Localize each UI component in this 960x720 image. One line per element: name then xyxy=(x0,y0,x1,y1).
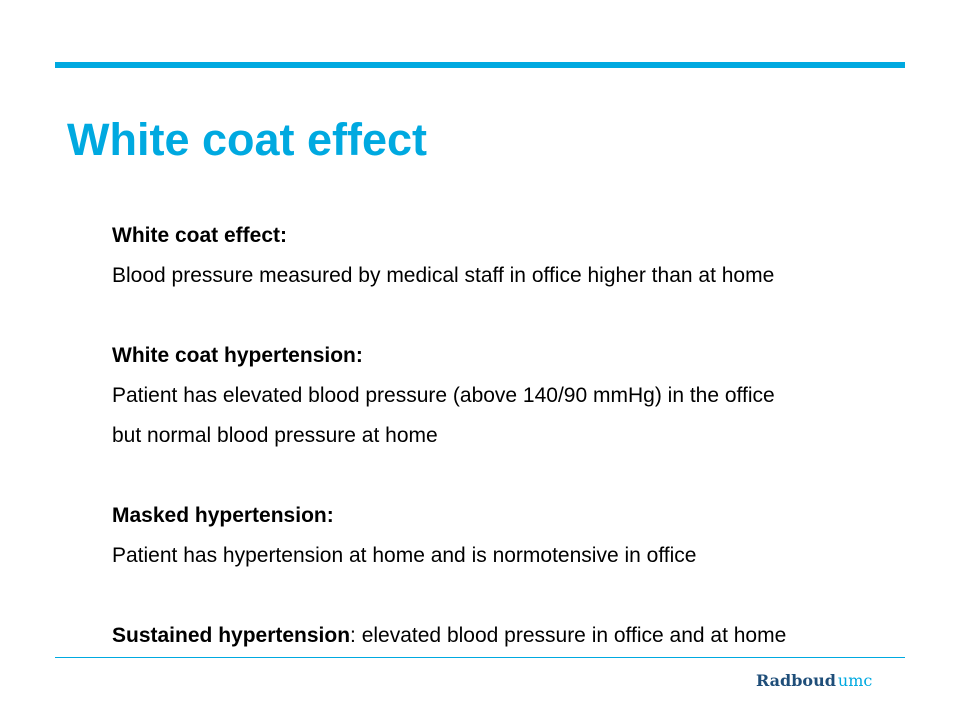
logo-text-umc: umc xyxy=(837,671,873,690)
spacer xyxy=(112,576,912,616)
section-text-sustained-hypertension: : elevated blood pressure in office and at home xyxy=(350,624,787,647)
slide-title: White coat effect xyxy=(67,114,428,165)
spacer xyxy=(112,296,912,336)
section-text-white-coat-effect: Blood pressure measured by medical staff in office higher than at home xyxy=(112,264,775,287)
logo-text-radboud: Radboud xyxy=(756,671,836,690)
bottom-divider xyxy=(55,657,905,658)
section-text-white-coat-hypertension-2: but normal blood pressure at home xyxy=(112,424,438,447)
section-heading-white-coat-hypertension: White coat hypertension: xyxy=(112,344,363,367)
spacer xyxy=(112,456,912,496)
slide-body xyxy=(112,216,912,656)
section-sustained-hypertension xyxy=(112,616,912,656)
section-text-white-coat-hypertension-1: Patient has elevated blood pressure (above 140/90 mmHg) in the office xyxy=(112,384,775,407)
section-text-masked-hypertension: Patient has hypertension at home and is normotensive in office xyxy=(112,544,697,567)
section-heading-sustained-hypertension: Sustained hypertension xyxy=(112,624,351,647)
radboudumc-logo xyxy=(756,671,872,691)
section-heading-white-coat-effect: White coat effect: xyxy=(112,224,288,247)
section-heading-masked-hypertension: Masked hypertension: xyxy=(112,504,334,527)
top-divider xyxy=(55,62,905,68)
